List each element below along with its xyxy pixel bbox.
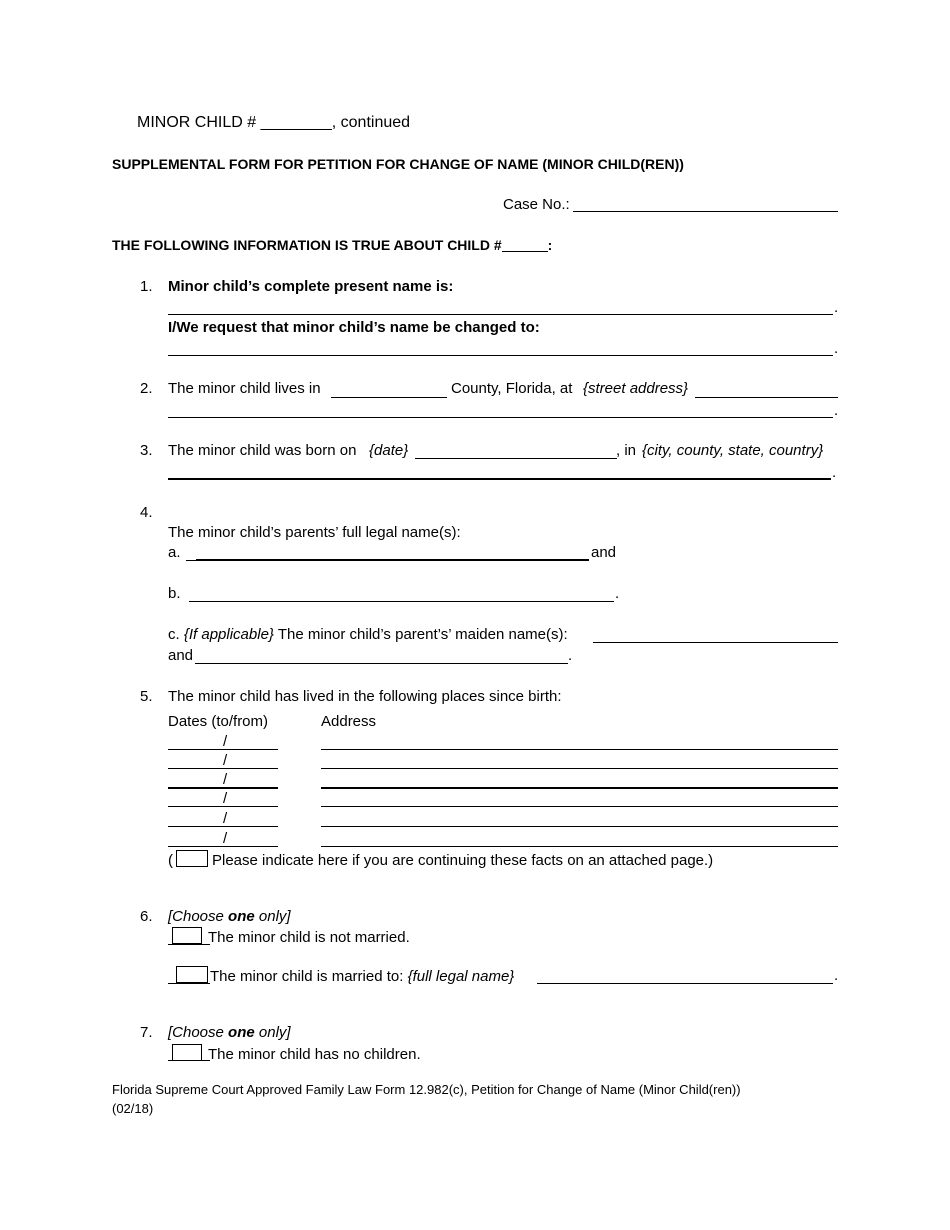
parent-a-label: a.	[168, 544, 181, 561]
parent-a-field[interactable]	[196, 559, 589, 561]
place-hint: {city, county, state, country}	[642, 442, 824, 459]
item-3-number: 3.	[140, 442, 153, 459]
no-children-label: The minor child has no children.	[208, 1046, 421, 1063]
info-heading-colon: :	[547, 237, 553, 253]
county-field[interactable]	[331, 397, 447, 398]
info-heading-text: THE FOLLOWING INFORMATION IS TRUE ABOUT CHILD #	[112, 237, 502, 253]
address-field[interactable]	[321, 768, 838, 769]
not-married-label: The minor child is not married.	[208, 929, 410, 946]
address-field[interactable]	[321, 846, 838, 847]
checkbox-underline	[168, 983, 210, 984]
full-legal-name-hint: {full legal name}	[407, 968, 515, 985]
item-1-number: 1.	[140, 278, 153, 295]
requested-name-field[interactable]	[168, 355, 833, 356]
street-address-field-2[interactable]	[168, 417, 833, 418]
date-hint: {date}	[369, 442, 409, 459]
parent-b-field[interactable]	[189, 601, 614, 602]
period-mark: .	[568, 647, 573, 664]
address-column-header: Address	[321, 713, 377, 730]
continue-note-row	[168, 850, 713, 869]
child-number-field[interactable]	[502, 239, 548, 252]
dates-column-header: Dates (to/from)	[168, 713, 269, 730]
period-mark: .	[834, 299, 839, 316]
request-name-label: I/We request that minor child’s name be changed to:	[168, 319, 540, 336]
item-7-number: 7.	[140, 1024, 153, 1041]
case-no-field[interactable]	[573, 211, 838, 212]
address-field[interactable]	[321, 749, 838, 750]
parents-names-label: The minor child’s parents’ full legal name(s):	[168, 524, 461, 541]
lives-in-label: The minor child lives in	[168, 380, 321, 397]
address-field[interactable]	[321, 787, 838, 789]
not-married-checkbox[interactable]	[172, 927, 202, 944]
no-children-checkbox[interactable]	[172, 1044, 202, 1061]
maiden-name-row	[168, 626, 568, 643]
open-paren: (	[168, 852, 173, 869]
checkbox-underline	[168, 1060, 210, 1061]
date-slash: /	[223, 771, 228, 788]
choose-one-instruction: [Choose one only]	[168, 1024, 291, 1041]
birth-place-field[interactable]	[168, 478, 831, 480]
date-slash: /	[223, 752, 228, 769]
date-slash: /	[223, 733, 228, 750]
and-label: and	[591, 544, 617, 561]
lived-places-label: The minor child has lived in the following places since birth:	[168, 688, 562, 705]
continue-checkbox[interactable]	[176, 850, 208, 867]
date-slash: /	[223, 790, 228, 807]
in-label: , in	[616, 442, 637, 459]
info-heading	[112, 237, 552, 253]
maiden-name-field-2[interactable]	[195, 663, 568, 664]
married-option	[168, 966, 514, 985]
maiden-name-field[interactable]	[593, 642, 838, 643]
date-slash: /	[223, 830, 228, 847]
case-no-label: Case No.:	[503, 196, 570, 213]
form-title: SUPPLEMENTAL FORM FOR PETITION FOR CHANGE OF NAME (MINOR CHILD(REN))	[112, 156, 684, 172]
if-applicable-hint: {If applicable}	[183, 626, 274, 643]
present-name-field[interactable]	[168, 314, 833, 315]
checkbox-underline	[168, 944, 210, 945]
item-5-number: 5.	[140, 688, 153, 705]
parent-b-label: b.	[168, 585, 181, 602]
item-6-number: 6.	[140, 908, 153, 925]
period-mark: .	[834, 967, 839, 984]
maiden-name-label: The minor child’s parent’s’ maiden name(s):	[277, 626, 568, 643]
period-mark: .	[615, 585, 620, 602]
spouse-name-field[interactable]	[537, 983, 833, 984]
choose-one-instruction: [Choose one only]	[168, 908, 291, 925]
date-slash: /	[223, 810, 228, 827]
and-label-2: and	[168, 647, 194, 664]
present-name-label: Minor child’s complete present name is:	[168, 278, 454, 295]
continue-note: Please indicate here if you are continuing these facts on an attached page.)	[212, 852, 714, 869]
item-2-number: 2.	[140, 380, 153, 397]
footer-form-date: (02/18)	[112, 1101, 154, 1116]
period-mark: .	[834, 340, 839, 357]
minor-child-number-label: MINOR CHILD # ________, continued	[137, 114, 411, 131]
county-florida-label: County, Florida, at	[451, 380, 573, 397]
married-to-label: The minor child is married to:	[210, 968, 404, 985]
street-address-hint: {street address}	[583, 380, 689, 397]
address-field[interactable]	[321, 806, 838, 807]
item-4-number: 4.	[140, 504, 153, 521]
born-on-label: The minor child was born on	[168, 442, 357, 459]
address-field[interactable]	[321, 826, 838, 827]
birth-date-field[interactable]	[415, 458, 617, 459]
street-address-field[interactable]	[695, 397, 838, 398]
footer-form-citation: Florida Supreme Court Approved Family Law Form 12.982(c), Petition for Change of Name (Minor Child(ren))	[112, 1082, 741, 1097]
period-mark: .	[834, 402, 839, 419]
period-mark: .	[832, 464, 837, 481]
parent-c-label: c.	[168, 626, 180, 643]
parent-a-lead	[186, 560, 196, 561]
married-checkbox[interactable]	[176, 966, 208, 983]
